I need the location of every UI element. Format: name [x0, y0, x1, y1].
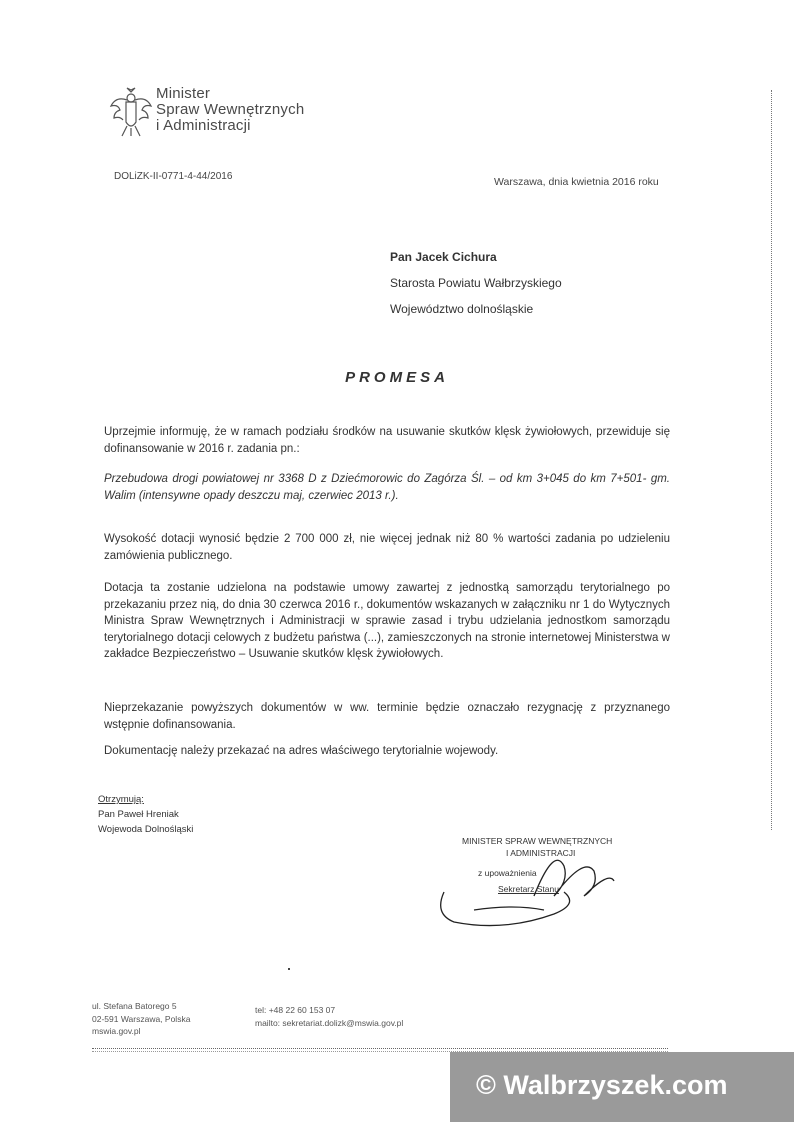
signature-stamp — [414, 826, 644, 936]
watermark — [450, 1052, 794, 1122]
paragraph-intro: Uprzejmie informuję, że w ramach podziału środków na usuwanie skutków klęsk żywiołowych, przewiduje się dofinansowanie w 2016 r. zadania pn.: — [104, 426, 670, 455]
address-line: 02-591 Warszawa, Polska — [92, 1013, 191, 1024]
cc-list — [98, 792, 193, 837]
footer-email: mailto: sekretariat.dolizk@mswia.gov.pl — [255, 1017, 404, 1028]
cc-heading: Otrzymują: — [98, 794, 144, 805]
stamp-line-2: I ADMINISTRACJI — [506, 848, 576, 858]
address-line: ul. Stefana Batorego 5 — [92, 1001, 177, 1011]
ministry-name — [156, 86, 304, 134]
paragraph-amount: Wysokość dotacji wynosić będzie 2 700 000 zł, nie więcej jednak niż 80 % wartości zadania po udzieleniu zamówienia publicznego. — [104, 533, 670, 562]
footer-contact — [255, 1004, 403, 1029]
ministry-line-1: Minister — [156, 85, 211, 102]
document-title: PROMESA — [345, 369, 449, 386]
handwritten-signature-icon — [414, 826, 644, 936]
recipient-name: Pan Jacek Cichura — [390, 250, 497, 264]
stamp-line-4: Sekretarz Stanu — [498, 884, 559, 894]
paragraph-conditions: Dotacja ta zostanie udzielona na podstawie umowy zawartej z jednostką samorządu terytorialnego po przekazaniu przez nią, do dnia 30 czerwca 2016 r., dokumentów wskazanych w załączniku nr 1 do Wytycznych Ministra Spraw Wewnętrznych i Administracji w sprawie zasad i trybu udzielania jednostkom samorządu terytorialnego dotacji celowych z budżetu państwa (...), zamieszczonych na stronie internetowej Ministerstwa w zakładce Bezpieczeństwo – Usuwanie skutków klęsk żywiołowych. — [104, 582, 670, 660]
scan-edge-speckle — [771, 90, 774, 830]
stamp-line-1: MINISTER SPRAW WEWNĘTRZNYCH — [462, 836, 613, 846]
paragraph-task: Przebudowa drogi powiatowej nr 3368 D z Dziećmorowic do Zagórza Śl. – od km 3+045 do km 7+501- gm. Walim (intensywne opady deszczu maj, czerwiec 2013 r.). — [104, 473, 670, 502]
recipient-title: Starosta Powiatu Wałbrzyskiego — [390, 276, 562, 290]
ministry-line-2: Spraw Wewnętrznych — [156, 101, 305, 118]
recipient-region: Województwo dolnośląskie — [390, 302, 534, 316]
cc-item: Pan Paweł Hreniak — [98, 809, 179, 820]
paragraph-delivery: Dokumentację należy przekazać na adres właściwego terytorialnie wojewody. — [104, 745, 499, 757]
address-line: mswia.gov.pl — [92, 1026, 141, 1036]
speck — [288, 968, 290, 970]
document-date: Warszawa, dnia kwietnia 2016 roku — [494, 176, 659, 188]
cc-item: Wojewoda Dolnośląski — [98, 824, 194, 835]
ministry-logo — [108, 86, 338, 146]
watermark-text: © Walbrzyszek.com — [476, 1070, 728, 1100]
paragraph-deadline: Nieprzekazanie powyższych dokumentów w ww. terminie będzie oznaczało rezygnację z przyznanego wstępnie dofinansowania. — [104, 702, 670, 731]
reference-number: DOLiZK-II-0771-4-44/2016 — [114, 171, 233, 182]
recipient-block — [390, 244, 562, 322]
ministry-line-3: i Administracji — [156, 117, 251, 134]
footer-phone: tel: +48 22 60 153 07 — [255, 1005, 336, 1015]
footer-address — [92, 1000, 190, 1038]
stamp-line-3: z upoważnienia — [478, 868, 537, 878]
eagle-emblem-icon — [108, 86, 154, 138]
